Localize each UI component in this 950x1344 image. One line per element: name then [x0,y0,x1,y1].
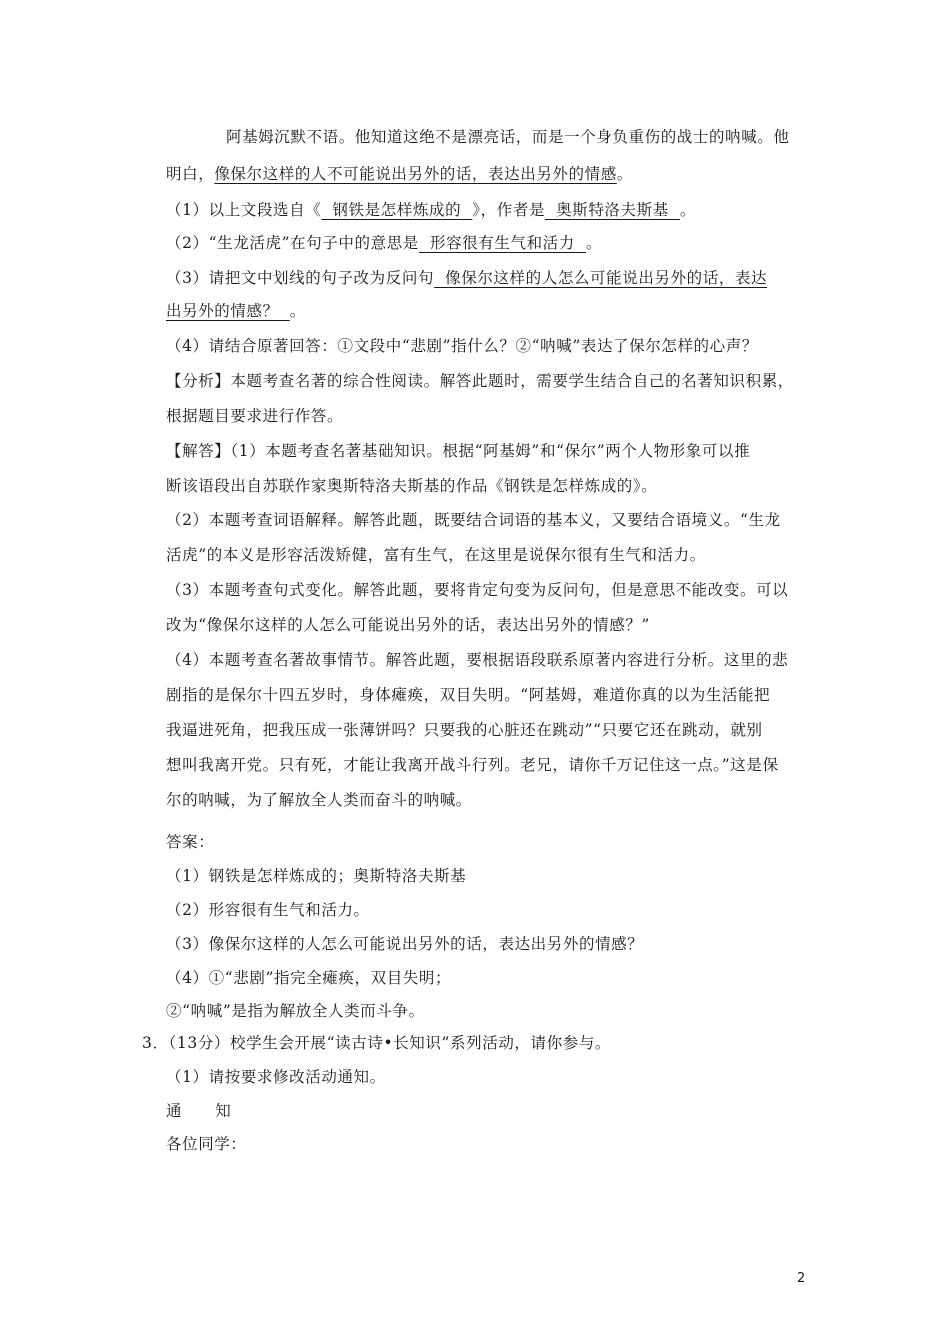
solution-line-9: 我逼进死角，把我压成一张薄饼吗？只要我的心脏还在跳动”“只要它还在跳动，就别 [166,721,763,739]
answer-2: （2）形容很有生气和活力。 [166,901,370,919]
question-3-line-1: （3）请把文中划线的句子改为反问句 像保尔这样的人怎么可能说出另外的话，表达 [166,269,768,287]
solution-line-4: 活虎”的本义是形容活泼矫健，富有生气，在这里是说保尔很有生气和活力。 [166,546,706,564]
solution-line-8: 剧指的是保尔十四五岁时，身体瘫痪，双目失明。“阿基姆，难道你真的以为生活能把 [166,686,771,704]
underlined-sentence: 像保尔这样的人不可能说出另外的话，表达出另外的情感 [214,165,617,183]
solution-line-3: （2）本题考查词语解释。解答此题，既要结合词语的基本义，又要结合语境义。“生龙 [166,511,781,529]
answer-blank-book: 钢铁是怎样炼成的 [321,201,473,219]
page-number: 2 [797,1271,806,1286]
question-3-title: 3．（13分）校学生会开展“读古诗•长知识”系列活动，请你参与。 [142,1034,612,1052]
solution-line-5: （3）本题考查句式变化。解答此题，要将肯定句变为反问句，但是意思不能改变。可以 [166,581,789,599]
solution-line-6: 改为“像保尔这样的人怎么可能说出另外的话，表达出另外的情感？” [166,616,650,634]
analysis-line-1: 【分析】本题考查名著的综合性阅读。解答此题时，需要学生结合自己的名著知识积累， [166,372,794,390]
notice-greeting: 各位同学： [166,1135,247,1153]
solution-line-11: 尔的呐喊，为了解放全人类而奋斗的呐喊。 [166,791,472,809]
answer-3: （3）像保尔这样的人怎么可能说出另外的话，表达出另外的情感？ [166,935,644,953]
answer-blank-rhetorical-cont: 出另外的情感？ [166,302,290,320]
answer-blank-meaning: 形容很有生气和活力 [418,234,586,252]
notice-title: 通 知 [166,1102,232,1120]
passage-line-2: 明白，像保尔这样的人不可能说出另外的话，表达出另外的情感。 [166,165,633,183]
answer-5: ②“呐喊”是指为解放全人类而斗争。 [166,1002,425,1020]
solution-line-7: （4）本题考查名著故事情节。解答此题，要根据语段联系原著内容进行分析。这里的悲 [166,651,789,669]
answer-blank-rhetorical: 像保尔这样的人怎么可能说出另外的话，表达 [434,269,768,287]
passage-line-1: 阿基姆沉默不语。他知道这绝不是漂亮话，而是一个身负重伤的战士的呐喊。他 [226,128,790,146]
solution-line-1: 【解答】（1）本题考查名著基础知识。根据“阿基姆”和“保尔”两个人物形象可以推 [166,442,751,460]
question-3-line-2: 出另外的情感？ 。 [166,302,306,320]
question-1: （1）以上文段选自《 钢铁是怎样炼成的 》，作者是 奥斯特洛夫斯基 。 [166,201,696,219]
analysis-line-2: 根据题目要求进行作答。 [166,407,344,425]
solution-line-10: 想叫我离开党。只有死，才能让我离开战斗行列。老兄，请你千万记住这一点。”这是保 [166,756,779,774]
question-3-sub-1: （1）请按要求修改活动通知。 [166,1068,386,1086]
answer-1: （1）钢铁是怎样炼成的；奥斯特洛夫斯基 [166,867,467,885]
answer-blank-author: 奥斯特洛夫斯基 [545,201,680,219]
answer-4: （4）①“悲剧”指完全瘫痪，双目失明； [166,969,452,987]
question-2: （2）“生龙活虎”在句子中的意思是 形容很有生气和活力 。 [166,234,603,252]
solution-line-2: 断该语段出自苏联作家奥斯特洛夫斯基的作品《钢铁是怎样炼成的》。 [166,477,658,495]
question-4: （4）请结合原著回答：①文段中“悲剧”指什么？②“呐喊”表达了保尔怎样的心声？ [166,337,758,355]
answers-label: 答案： [166,833,215,851]
